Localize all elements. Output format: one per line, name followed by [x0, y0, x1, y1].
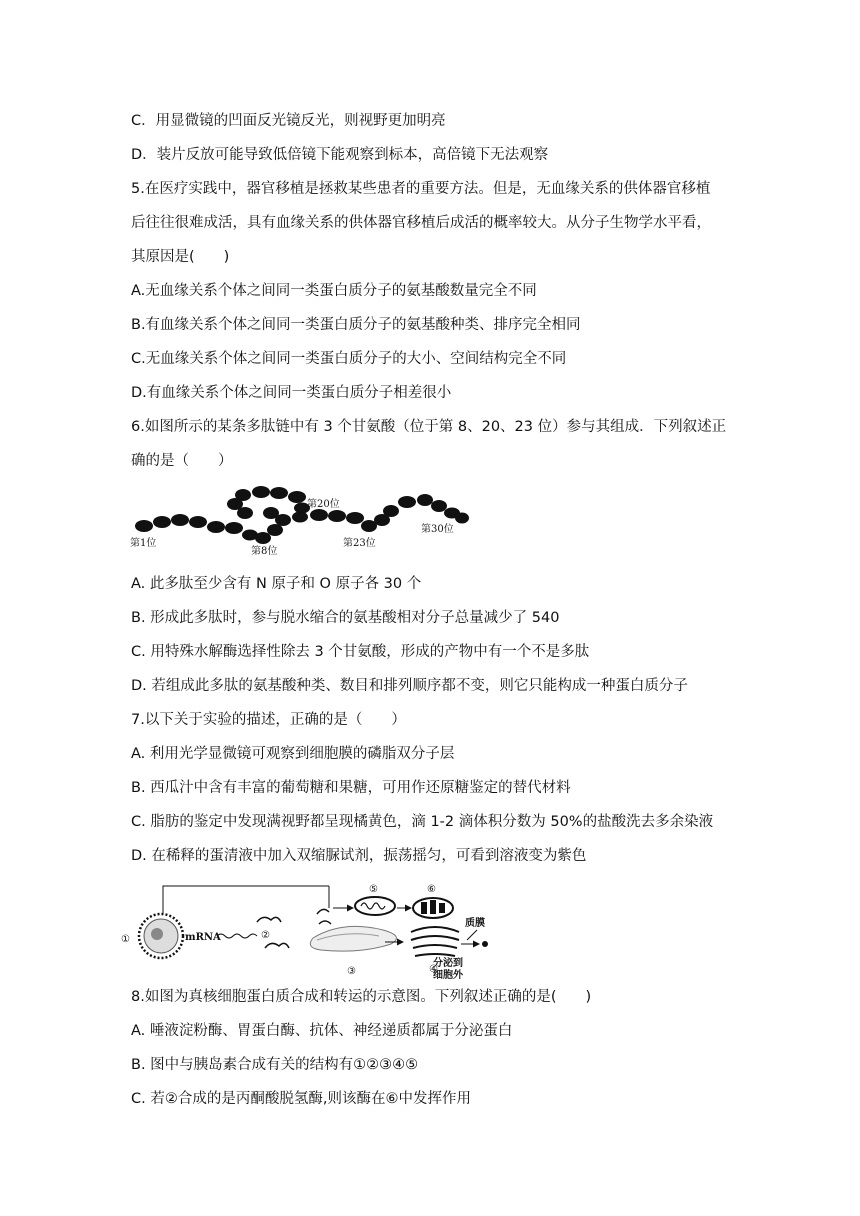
- q5-option-c: C.无血缘关系个体之间同一类蛋白质分子的大小、空间结构完全不同: [131, 351, 567, 367]
- q6-option-c: C. 用特殊水解酶选择性除去 3 个甘氨酸，形成的产物中有一个不是多肽: [131, 644, 590, 660]
- chloroplast-structure: [413, 898, 453, 918]
- q6-stem-line2: 确的是（ ）: [131, 453, 233, 469]
- label-4: ④: [429, 964, 438, 975]
- q5-option-b: B.有血缘关系个体之间同一类蛋白质分子的氨基酸种类、排序完全相同: [131, 317, 581, 333]
- secrete-label-line1: 分泌到: [433, 958, 463, 969]
- q6-option-b: B. 形成此多肽时，参与脱水缩合的氨基酸相对分子总量减少了 540: [131, 610, 560, 626]
- mitochondrion-structure: [355, 897, 395, 915]
- label-position-20: 第20位: [307, 499, 340, 510]
- endoplasmic-reticulum-structure: [310, 926, 396, 951]
- mrna-label: mRNA: [185, 932, 221, 943]
- label-2: ②: [261, 930, 270, 941]
- q7-option-c: C. 脂肪的鉴定中发现满视野都呈现橘黄色，滴 1-2 滴体积分数为 50%的盐酸洗去多余染液: [131, 814, 714, 830]
- polypeptide-chain-figure: [125, 480, 470, 560]
- q6-option-a: A. 此多肽至少含有 N 原子和 O 原子各 30 个: [131, 576, 422, 592]
- label-position-8: 第8位: [251, 546, 278, 557]
- label-3: ③: [347, 966, 356, 977]
- label-position-30: 第30位: [421, 524, 454, 535]
- q5-option-a: A.无血缘关系个体之间同一类蛋白质分子的氨基酸数量完全不同: [131, 283, 537, 299]
- peptide-chain-beads: [135, 486, 469, 544]
- label-6: ⑥: [427, 884, 436, 895]
- q7-option-a: A. 利用光学显微镜可观察到细胞膜的磷脂双分子层: [131, 746, 455, 762]
- q8-option-b: B. 图中与胰岛素合成有关的结构有①②③④⑤: [131, 1057, 419, 1073]
- nucleus-structure: [139, 914, 183, 958]
- q7-option-d: D. 在稀释的蛋清液中加入双缩脲试剂，振荡摇匀，可看到溶液变为紫色: [131, 848, 587, 864]
- q7-option-b: B. 西瓜汁中含有丰富的葡萄糖和果糖，可用作还原糖鉴定的替代材料: [131, 780, 571, 796]
- q5-stem-line3: 其原因是( ): [131, 249, 230, 265]
- protein-transport-figure: [117, 878, 507, 980]
- q7-stem: 7.以下关于实验的描述，正确的是（ ）: [131, 712, 406, 728]
- q8-option-a: A. 唾液淀粉酶、胃蛋白酶、抗体、神经递质都属于分泌蛋白: [131, 1023, 513, 1039]
- membrane-label: 质膜: [465, 918, 485, 929]
- q4-option-c: C．用显微镜的凹面反光镜反光，则视野更加明亮: [131, 113, 446, 129]
- label-1: ①: [121, 934, 130, 945]
- q8-option-c: C. 若②合成的是丙酮酸脱氢酶,则该酶在⑥中发挥作用: [131, 1091, 471, 1107]
- q6-option-d: D. 若组成此多肽的氨基酸种类、数目和排列顺序都不变，则它只能构成一种蛋白质分子: [131, 678, 688, 694]
- golgi-apparatus-structure: [411, 927, 459, 956]
- secrete-label-line2: 细胞外: [433, 970, 463, 980]
- q5-stem-line1: 5.在医疗实践中，器官移植是拯救某些患者的重要方法。但是，无血缘关系的供体器官移植: [131, 181, 711, 197]
- label-position-1: 第1位: [130, 538, 157, 549]
- label-5: ⑤: [369, 884, 378, 895]
- q4-option-d: D．装片反放可能导致低倍镜下能观察到标本，高倍镜下无法观察: [131, 147, 549, 163]
- q5-option-d: D.有血缘关系个体之间同一类蛋白质分子相差很小: [131, 385, 452, 401]
- q5-stem-line2: 后往往很难成活，具有血缘关系的供体器官移植后成活的概率较大。从分子生物学水平看，: [131, 215, 711, 231]
- q8-stem: 8.如图为真核细胞蛋白质合成和转运的示意图。下列叙述正确的是( ): [131, 989, 592, 1005]
- q6-stem-line1: 6.如图所示的某条多肽链中有 3 个甘氨酸（位于第 8、20、23 位）参与其组成．下列叙述正: [131, 419, 727, 435]
- label-position-23: 第23位: [343, 538, 376, 549]
